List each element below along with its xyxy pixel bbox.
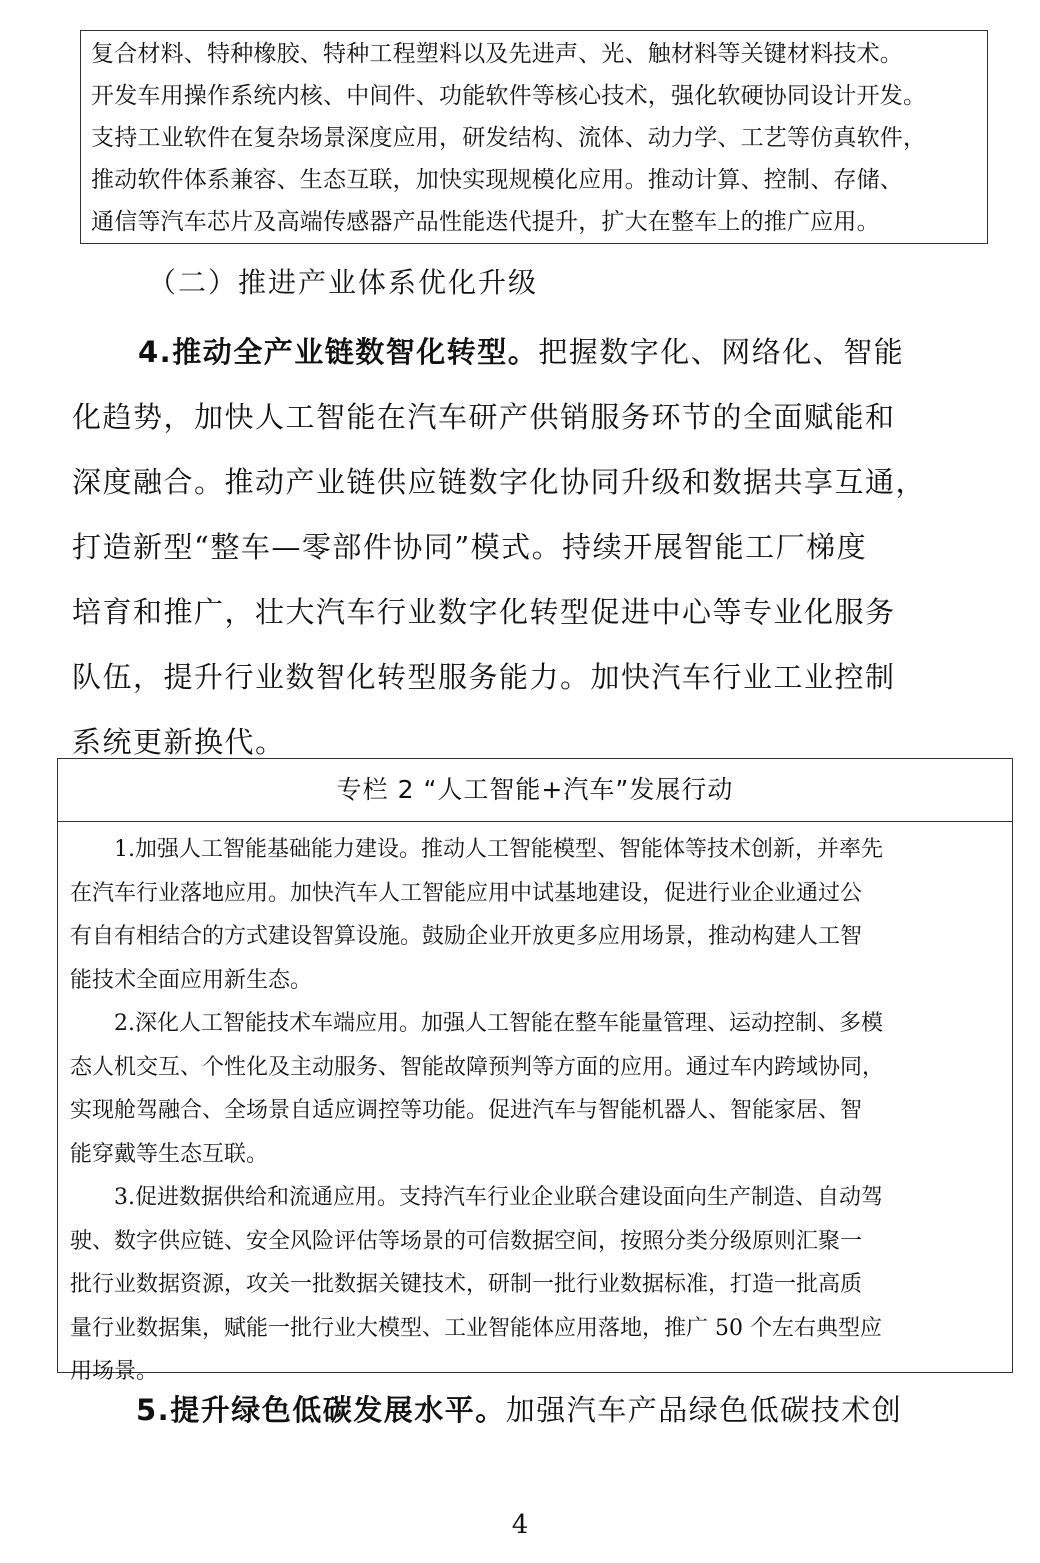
box-line: 复合材料、特种橡胶、特种工程塑料以及先进声、光、触材料等关键材料技术。 bbox=[91, 41, 903, 67]
column-line: 实现舱驾融合、全场景自适应调控等功能。促进汽车与智能机器人、智能家居、智 bbox=[70, 1098, 863, 1123]
box-line: 支持工业软件在复杂场景深度应用，研发结构、流体、动力学、工艺等仿真软件， bbox=[91, 125, 927, 151]
column-line: 态人机交互、个性化及主动服务、智能故障预判等方面的应用。通过车内跨域协同， bbox=[70, 1054, 885, 1080]
paragraph-5 bbox=[136, 1385, 902, 1435]
column-line: 1.加强人工智能基础能力建设。推动人工智能模型、智能体等技术创新，并率先 bbox=[70, 837, 883, 862]
column-line: 有自有相结合的方式建设智算设施。鼓励企业开放更多应用场景，推动构建人工智 bbox=[70, 924, 863, 949]
box-line: 通信等汽车芯片及高端传感器产品性能迭代提升，扩大在整车上的推广应用。 bbox=[91, 209, 880, 235]
paragraph-line: 打造新型“整车—零部件协同”模式。持续开展智能工厂梯度 bbox=[72, 530, 868, 564]
paragraph-line: 化趋势，加快人工智能在汽车研产供销服务环节的全面赋能和 bbox=[72, 400, 896, 434]
column-line: 能技术全面应用新生态。 bbox=[70, 967, 313, 993]
box-line: 开发车用操作系统内核、中间件、功能软件等核心技术，强化软硬协同设计开发。 bbox=[91, 83, 927, 109]
column-body bbox=[58, 822, 1012, 1394]
paragraph-line: 系统更新换代。 bbox=[72, 725, 286, 759]
paragraph-line: 培育和推广，壮大汽车行业数字化转型促进中心等专业化服务 bbox=[72, 595, 896, 629]
column-line: 驶、数字供应链、安全风险评估等场景的可信数据空间，按照分类分级原则汇聚一 bbox=[70, 1228, 863, 1254]
section-heading: （二）推进产业体系优化升级 bbox=[148, 266, 539, 299]
column-title: 专栏 2 “人工智能+汽车”发展行动 bbox=[58, 759, 1012, 822]
paragraph-lead: 5.提升绿色低碳发展水平。 bbox=[136, 1393, 506, 1427]
paragraph-lead: 4.推动全产业链数智化转型。 bbox=[138, 335, 539, 369]
column-line: 3.促进数据供给和流通应用。支持汽车行业企业联合建设面向生产制造、自动驾 bbox=[70, 1185, 883, 1210]
paragraph-4 bbox=[72, 320, 1000, 775]
paragraph-line: 队伍，提升行业数智化转型服务能力。加快汽车行业工业控制 bbox=[72, 660, 896, 694]
paragraph-line bbox=[72, 320, 1000, 385]
box-line: 推动软件体系兼容、生态互联，加快实现规模化应用。推动计算、控制、存储、 bbox=[91, 167, 903, 193]
column-line: 用场景。 bbox=[70, 1359, 159, 1384]
tech-box bbox=[80, 30, 988, 244]
column-line: 能穿戴等生态互联。 bbox=[70, 1141, 269, 1167]
paragraph-line: 深度融合。推动产业链供应链数字化协同升级和数据共享互通， bbox=[72, 465, 927, 499]
column-line: 批行业数据资源，攻关一批数据关键技术，研制一批行业数据标准，打造一批高质 bbox=[70, 1272, 863, 1297]
paragraph-text: 加强汽车产品绿色低碳技术创 bbox=[505, 1393, 903, 1427]
column-line: 在汽车行业落地应用。加快汽车人工智能应用中试基地建设，促进行业企业通过公 bbox=[70, 880, 863, 906]
column-line: 2.深化人工智能技术车端应用。加强人工智能在整车能量管理、运动控制、多模 bbox=[70, 1011, 883, 1036]
column-box-2 bbox=[57, 758, 1013, 1384]
paragraph-text: 把握数字化、网络化、智能 bbox=[538, 335, 905, 369]
column-line: 量行业数据集，赋能一批行业大模型、工业智能体应用落地，推广 50 个左右典型应 bbox=[70, 1315, 882, 1341]
page-number: 4 bbox=[511, 1510, 529, 1540]
